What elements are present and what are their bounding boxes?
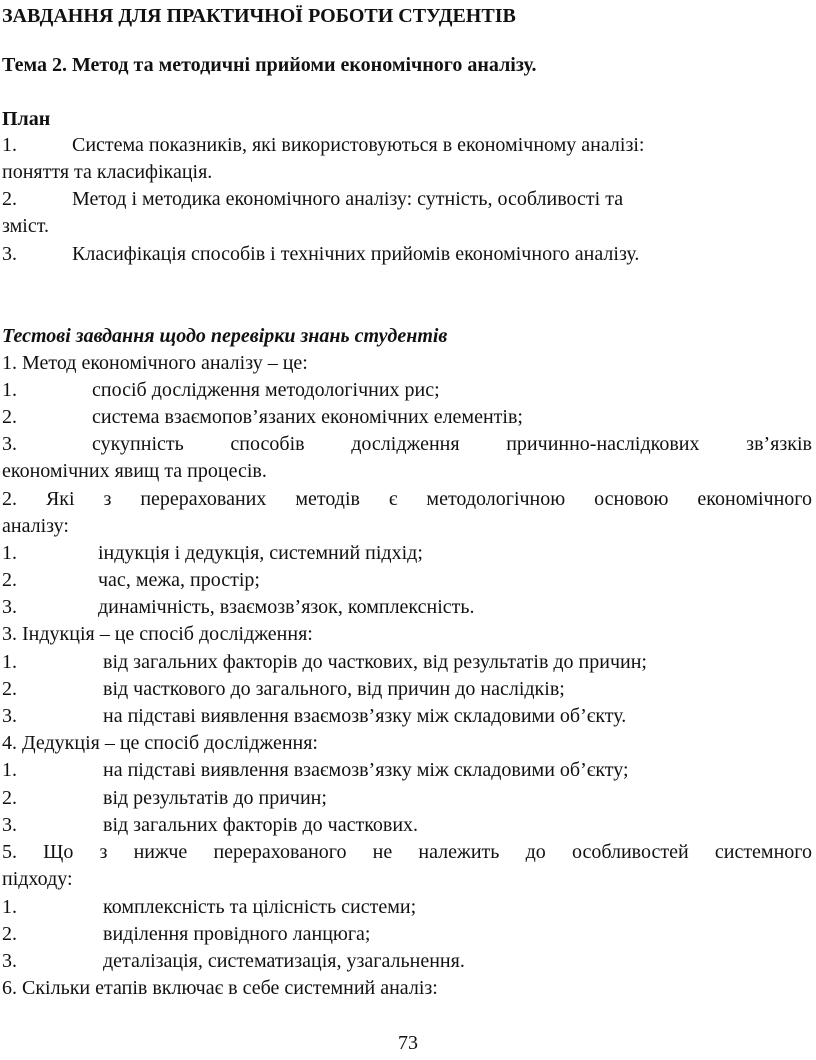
tests-heading: Тестові завдання щодо перевірки знань студентів bbox=[2, 325, 448, 347]
answer-option bbox=[2, 568, 260, 592]
answer-option bbox=[2, 704, 626, 728]
answer-option bbox=[2, 758, 629, 782]
answer-text: на підставі виявлення взаємозв’язку між складовими об’єкту. bbox=[103, 705, 627, 727]
question-text: 2. Які з перерахованих методів є методологічною основою економічного bbox=[2, 488, 812, 510]
answer-number: 2. bbox=[2, 923, 17, 945]
answer-option bbox=[2, 378, 440, 402]
answer-option bbox=[2, 677, 565, 701]
plan-item bbox=[2, 133, 644, 157]
plan-item bbox=[2, 187, 623, 211]
question-text: 5. Що з нижче перерахованого не належить до особливостей системного bbox=[2, 841, 812, 863]
answer-text: сукупність способів дослідження причинно-наслідкових зв’язків bbox=[92, 433, 812, 455]
plan-item-number: 2. bbox=[2, 188, 17, 210]
question-text: 3. Індукція – це спосіб дослідження: bbox=[2, 623, 313, 645]
answer-number: 2. bbox=[2, 678, 17, 700]
answer-text: від часткового до загального, від причин до наслідків; bbox=[103, 678, 565, 700]
answer-number: 3. bbox=[2, 705, 17, 727]
answer-number: 3. bbox=[2, 596, 17, 618]
answer-number: 1. bbox=[2, 896, 17, 918]
answer-option bbox=[2, 405, 523, 429]
answer-number: 3. bbox=[2, 950, 17, 972]
question-continuation: аналізу: bbox=[2, 515, 69, 537]
document-title: ЗАВДАННЯ ДЛЯ ПРАКТИЧНОЇ РОБОТИ СТУДЕНТІВ bbox=[2, 5, 516, 27]
question-text: 4. Дедукція – це спосіб дослідження: bbox=[2, 732, 318, 754]
answer-option bbox=[2, 813, 418, 837]
plan-item-continuation: поняття та класифікація. bbox=[2, 161, 213, 183]
plan-item-text: Метод і методика економічного аналізу: сутність, особливості та bbox=[72, 188, 624, 210]
answer-option bbox=[2, 895, 416, 919]
topic-heading: Тема 2. Метод та методичні прийоми економічного аналізу. bbox=[2, 54, 537, 76]
answer-number: 2. bbox=[2, 406, 17, 428]
answer-option bbox=[2, 650, 647, 674]
question-continuation: підходу: bbox=[2, 868, 73, 890]
answer-option bbox=[2, 541, 423, 565]
plan-item-text: Система показників, які використовуються в економічному аналізі: bbox=[72, 134, 645, 156]
answer-number: 3. bbox=[2, 814, 17, 836]
question-text: 6. Скільки етапів включає в себе системний аналіз: bbox=[2, 977, 438, 999]
answer-text: індукція і дедукція, системний підхід; bbox=[98, 542, 423, 564]
answer-option bbox=[2, 432, 812, 456]
answer-number: 1. bbox=[2, 759, 17, 781]
plan-heading: План bbox=[2, 108, 51, 130]
answer-text: комплексність та цілісність системи; bbox=[103, 896, 417, 918]
answer-option bbox=[2, 949, 465, 973]
answer-number: 1. bbox=[2, 379, 17, 401]
plan-item-text: Класифікація способів і технічних прийомів економічного аналізу. bbox=[72, 243, 640, 265]
question-text: 1. Метод економічного аналізу – це: bbox=[2, 352, 308, 374]
page-number: 73 bbox=[398, 1032, 418, 1054]
answer-text: виділення провідного ланцюга; bbox=[103, 923, 371, 945]
answer-option bbox=[2, 595, 475, 619]
answer-text: деталізація, систематизація, узагальнення. bbox=[103, 950, 465, 972]
answer-option bbox=[2, 922, 370, 946]
answer-number: 3. bbox=[2, 433, 17, 455]
plan-item-number: 3. bbox=[2, 243, 17, 265]
answer-text: спосіб дослідження методологічних рис; bbox=[92, 379, 440, 401]
answer-number: 2. bbox=[2, 569, 17, 591]
answer-option bbox=[2, 786, 327, 810]
answer-text: система взаємопов’язаних економічних елементів; bbox=[92, 406, 523, 428]
plan-item-continuation: зміст. bbox=[2, 215, 49, 237]
answer-number: 1. bbox=[2, 651, 17, 673]
answer-continuation: економічних явищ та процесів. bbox=[2, 460, 267, 482]
answer-text: від результатів до причин; bbox=[103, 787, 327, 809]
answer-number: 1. bbox=[2, 542, 17, 564]
plan-item-number: 1. bbox=[2, 134, 17, 156]
answer-text: динамічність, взаємозв’язок, комплексність. bbox=[98, 596, 475, 618]
answer-text: на підставі виявлення взаємозв’язку між складовими об’єкту; bbox=[103, 759, 629, 781]
answer-text: від загальних факторів до часткових, від результатів до причин; bbox=[103, 651, 647, 673]
answer-text: від загальних факторів до часткових. bbox=[103, 814, 419, 836]
answer-number: 2. bbox=[2, 787, 17, 809]
plan-item bbox=[2, 242, 639, 266]
answer-text: час, межа, простір; bbox=[98, 569, 260, 591]
